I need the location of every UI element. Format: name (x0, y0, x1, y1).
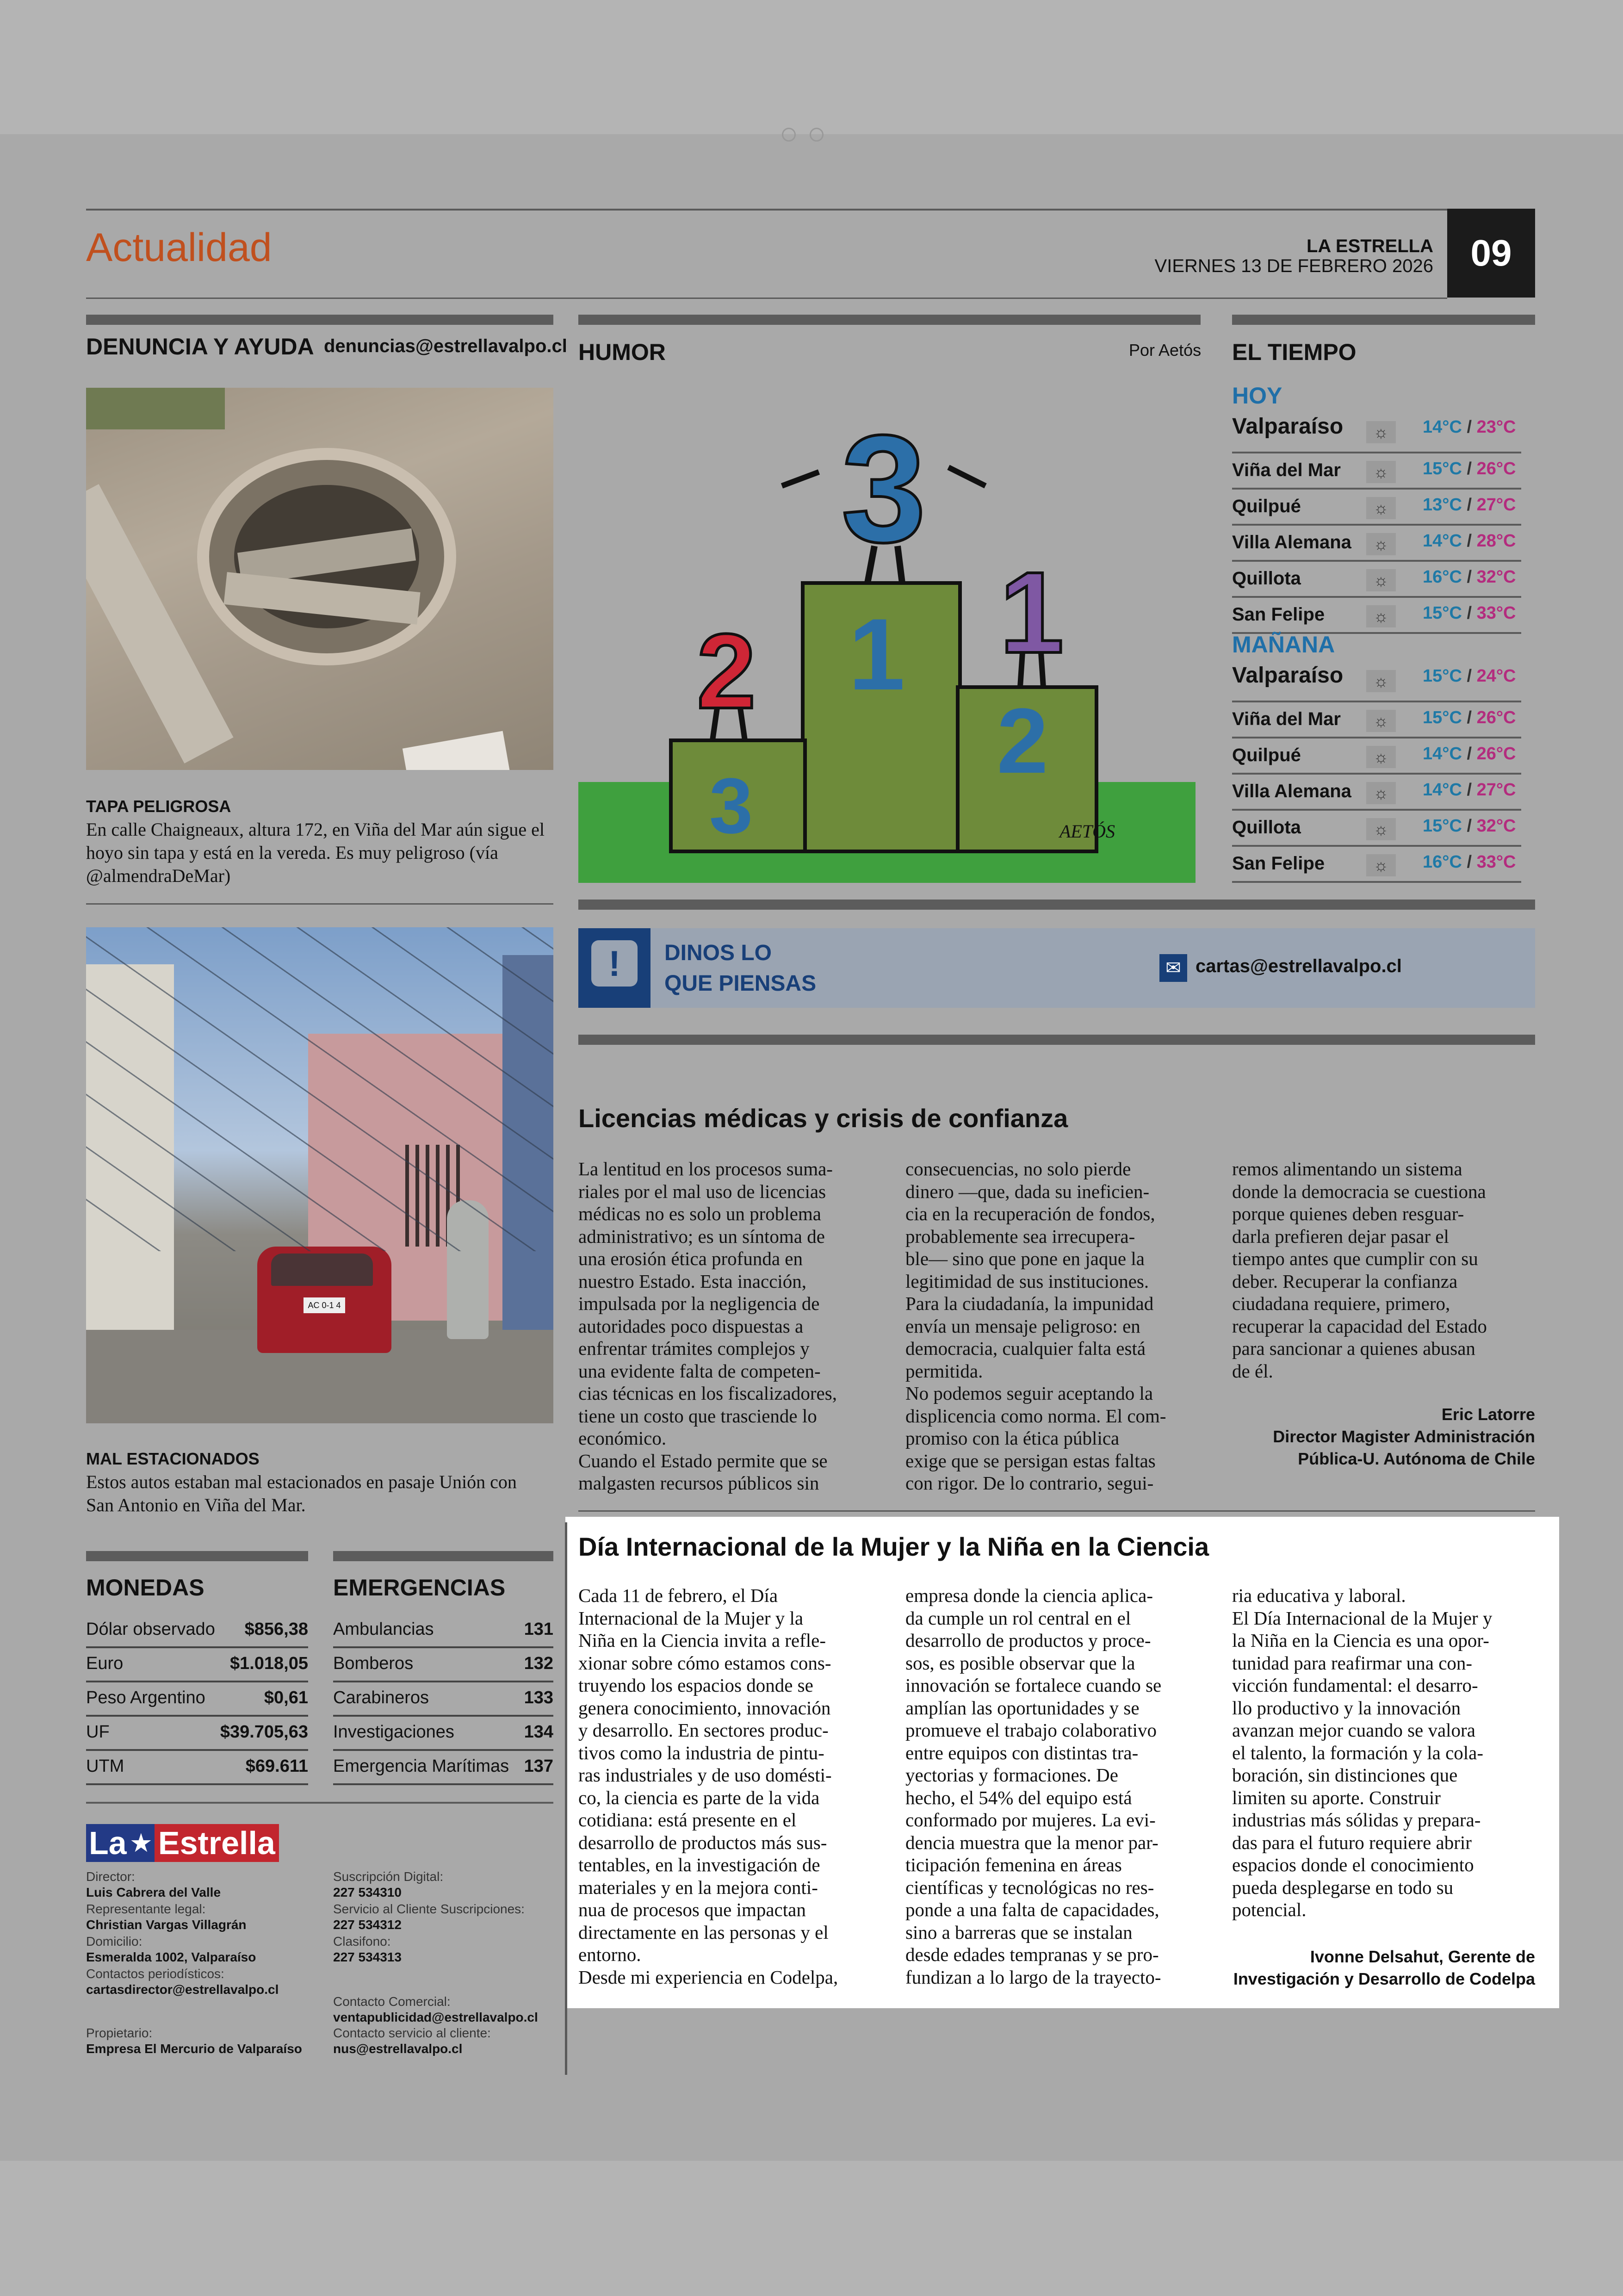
weather-city: Valparaíso (1232, 663, 1344, 688)
weather-row (1232, 738, 1521, 775)
weather-temp (1423, 780, 1516, 800)
moneda-value: $69.611 (245, 1756, 308, 1776)
emergencias-row (333, 1648, 553, 1682)
emergencia-value: 133 (524, 1688, 553, 1707)
denuncia-email[interactable]: denuncias@estrellavalpo.cl (324, 336, 567, 356)
letter2-author1: Ivonne Delsahut, Gerente de (1310, 1947, 1535, 1966)
contact-value[interactable]: cartasdirector@estrellavalpo.cl (86, 1982, 279, 1997)
manhole-photo (86, 388, 553, 770)
exclamation-glyph: ! (608, 943, 620, 984)
weather-temp (1423, 459, 1516, 479)
red-car-window (271, 1253, 373, 1286)
weather-temp (1423, 417, 1516, 437)
letters-divider (578, 1510, 1535, 1512)
weather-bar (1232, 315, 1535, 325)
emergencia-label: Ambulancias (333, 1620, 434, 1639)
weather-row (1232, 775, 1521, 811)
temp-min: 16°C (1423, 567, 1462, 587)
weather-row (1232, 847, 1521, 883)
weather-temp (1423, 495, 1516, 515)
item1-title: TAPA PELIGROSA (86, 797, 231, 816)
monedas-bar (86, 1551, 308, 1561)
power-lines (86, 927, 553, 1251)
humor-bar (578, 315, 1201, 325)
la-estrella-logo (86, 1824, 279, 1862)
item2-text: Estos autos estaban mal estacionados en pasaje Unión con San Antonio en Viña del Mar. (86, 1471, 517, 1515)
paper-name: LA ESTRELLA (1306, 236, 1433, 256)
sun-icon: ☼ (1366, 461, 1396, 483)
temp-max: 32°C (1476, 567, 1516, 587)
rep-name: Christian Vargas Villagrán (86, 1917, 247, 1932)
letter2-col2: empresa donde la ciencia aplica- da cumple un rol central en el desarrollo de productos y proce- sos, es posible observar que la innovación se fortalece cuando se amplían las oportunidades y se promueve el trabajo colaborativo entre equipos con distintas tra- yectorias y formaciones. De hecho, el 54% del equipo está conformado por mujeres. La evi- dencia muestra que la menor par- ticipación femenina en áreas científicas y tecnológicas no res- ponde a una falta de capacidades, sino a barreras que se instalan desde edades tempranas y se pro- fundizan a lo largo de la trayecto- (905, 1585, 1162, 1988)
temp-min: 14°C (1423, 531, 1462, 551)
weather-row (1232, 453, 1521, 490)
weather-row (1232, 490, 1521, 526)
humor-cartoon (578, 370, 1196, 883)
weather-temp (1423, 816, 1516, 836)
temp-max: 28°C (1476, 531, 1516, 551)
emergencias-title: EMERGENCIAS (333, 1575, 506, 1601)
denuncia-divider (86, 903, 553, 905)
letter1-role2: Pública-U. Autónoma de Chile (1298, 1449, 1535, 1468)
weather-row (1232, 702, 1521, 738)
weather-city: Viña del Mar (1232, 709, 1341, 729)
temp-slash: / (1462, 603, 1477, 623)
weather-temp (1423, 603, 1516, 623)
weather-temp (1423, 531, 1516, 551)
weather-city: Quilpué (1232, 745, 1301, 765)
letter2-title: Día Internacional de la Mujer y la Niña en la Ciencia (578, 1532, 1209, 1561)
emergencia-label: Emergencia Marítimas (333, 1756, 509, 1776)
logo-star-icon: ★ (130, 1824, 155, 1862)
monedas-row (86, 1717, 308, 1751)
clas-value: 227 534313 (333, 1950, 402, 1964)
temp-max: 32°C (1476, 816, 1516, 836)
letter2-col3: ria educativa y laboral. El Día Internacional de la Mujer y la Niña en la Ciencia es una opor- tunidad para reafirmar una con- vicción fundamental: el desarro- llo productivo y la innovación avanzan mejor cuando se valora el talento, la formación y la cola- boración, sin distinciones que limiten su aporte. Construir industrias más sólidas y prepara- das para el futuro requiere abrir espacios donde el conocimiento pueda desplegarse en todo su potencial. (1232, 1585, 1493, 1920)
temp-min: 15°C (1423, 603, 1462, 623)
vertical-rule (565, 1522, 567, 2075)
emergencia-value: 131 (524, 1620, 553, 1639)
letter1-author: Eric Latorre (1441, 1405, 1535, 1424)
weather-row (1232, 526, 1521, 562)
temp-max: 24°C (1476, 666, 1516, 686)
page-number (1447, 209, 1535, 298)
logo-la: La (86, 1824, 130, 1862)
emergencias-bar (333, 1551, 553, 1561)
temp-slash: / (1462, 417, 1477, 437)
dinos-banner (578, 928, 1535, 1008)
emergencia-label: Bomberos (333, 1654, 414, 1673)
sun-icon: ☼ (1366, 782, 1396, 804)
weather-row (1232, 598, 1521, 634)
moneda-label: Dólar observado (86, 1620, 215, 1639)
letter1-role1: Director Magister Administración (1273, 1427, 1535, 1446)
temp-slash: / (1462, 852, 1477, 872)
header-bottom-rule (86, 298, 1447, 299)
cli-label: Contacto servicio al cliente: (333, 2026, 491, 2040)
logo-estrella: Estrella (155, 1824, 279, 1862)
owner-value: Empresa El Mercurio de Valparaíso (86, 2042, 302, 2056)
item2-title: MAL ESTACIONADOS (86, 1449, 260, 1468)
temp-slash: / (1462, 816, 1477, 836)
sun-icon: ☼ (1366, 746, 1396, 768)
denuncia-bar (86, 315, 553, 325)
staff-divider (86, 1802, 553, 1804)
sun-icon: ☼ (1366, 710, 1396, 732)
grass-patch (86, 388, 225, 429)
sun-icon: ☼ (1366, 854, 1396, 876)
temp-min: 15°C (1423, 708, 1462, 727)
sun-icon: ☼ (1366, 605, 1396, 627)
cartoon-svg (578, 370, 1196, 883)
temp-max: 26°C (1476, 744, 1516, 763)
dom-value: Esmeralda 1002, Valparaíso (86, 1950, 256, 1964)
dinos-line2: QUE PIENSAS (664, 971, 817, 996)
contact-label: Contactos periodísticos: (86, 1967, 224, 1981)
temp-max: 33°C (1476, 852, 1516, 872)
speech-bubble-icon (591, 940, 638, 987)
moneda-label: UTM (86, 1756, 124, 1776)
moneda-label: UF (86, 1722, 110, 1742)
temp-max: 27°C (1476, 495, 1516, 515)
weather-row (1232, 811, 1521, 847)
character-one: 1 (999, 548, 1064, 677)
issue-date: VIERNES 13 DE FEBRERO 2026 (1154, 256, 1433, 276)
podium-number-3: 3 (709, 762, 753, 850)
letter1-col1: La lentitud en los procesos suma- riales por el mal uso de licencias médicas no es solo un problema administrativo; es un síntoma de una erosión ética profunda en nuestro Estado. Esta inacción, impulsada por la negligencia de autoridades poco dispuestas a enfrentar trámites complejos y una evidente falta de competen- cias técnicas en los fiscalizadores, tiene un costo que trasciende lo económico. Cuando el Estado permite que se malgasten recursos públicos sin (578, 1158, 837, 1494)
podium-number-2: 2 (997, 689, 1048, 793)
temp-min: 15°C (1423, 816, 1462, 836)
temp-slash: / (1462, 744, 1477, 763)
temp-max: 26°C (1476, 459, 1516, 478)
weather-city: Quillota (1232, 568, 1301, 589)
temp-slash: / (1462, 495, 1477, 515)
weather-row (1232, 562, 1521, 598)
nav-dots (782, 128, 842, 142)
letter1-col2: consecuencias, no solo pierde dinero —que, dada su ineficien- cia en la recuperación de fondos, probablemente sea irrecupera- ble— sino que pone en jaque la legitimidad de sus instituciones. Para la ciudadanía, la impunidad envía un mensaje peligroso: en democracia, cualquier falta está permitida. No podemos seguir aceptando la displicencia como norma. El com- promiso con la ética pública exige que se persigan estas faltas con rigor. De lo contrario, segui- (905, 1158, 1166, 1494)
weather-city: Quilpué (1232, 496, 1301, 516)
emergencia-label: Investigaciones (333, 1722, 454, 1742)
temp-min: 15°C (1423, 459, 1462, 478)
serv-value: 227 534312 (333, 1917, 402, 1932)
monedas-row (86, 1614, 308, 1648)
weather-city: Valparaíso (1232, 414, 1344, 439)
weather-temp (1423, 744, 1516, 764)
dom-label: Domicilio: (86, 1934, 142, 1948)
monedas-title: MONEDAS (86, 1575, 204, 1601)
moneda-value: $856,38 (244, 1620, 308, 1639)
dinos-icon-box (578, 928, 650, 1008)
cli-value[interactable]: nus@estrellavalpo.cl (333, 2042, 463, 2056)
moneda-value: $0,61 (264, 1688, 308, 1707)
moneda-label: Peso Argentino (86, 1688, 205, 1707)
serv-label: Servicio al Cliente Suscripciones: (333, 1902, 525, 1916)
weather-city: Quillota (1232, 817, 1301, 838)
temp-min: 14°C (1423, 417, 1462, 437)
temp-slash: / (1462, 708, 1477, 727)
temp-max: 33°C (1476, 603, 1516, 623)
moneda-value: $1.018,05 (229, 1654, 308, 1673)
emergencia-label: Carabineros (333, 1688, 429, 1707)
rep-label: Representante legal: (86, 1902, 206, 1916)
sub-value: 227 534310 (333, 1885, 402, 1899)
owner-label: Propietario: (86, 2026, 153, 2040)
letter2-author2: Investigación y Desarrollo de Codelpa (1233, 1969, 1535, 1988)
podium-number-1: 1 (848, 597, 905, 711)
weather-temp (1423, 708, 1516, 728)
com-label: Contacto Comercial: (333, 1994, 451, 2009)
sun-icon: ☼ (1366, 497, 1396, 519)
prev-page-icon[interactable] (782, 128, 796, 142)
dinos-email[interactable]: cartas@estrellavalpo.cl (1196, 956, 1402, 976)
emergencias-row (333, 1614, 553, 1648)
temp-min: 13°C (1423, 495, 1462, 515)
weather-tomorrow-label: MAÑANA (1232, 632, 1335, 658)
sun-icon: ☼ (1366, 421, 1396, 443)
next-page-icon[interactable] (810, 128, 824, 142)
paper-scrap (403, 731, 510, 770)
weather-row (1232, 411, 1521, 453)
sun-icon: ☼ (1366, 818, 1396, 840)
temp-max: 23°C (1476, 417, 1516, 437)
letter1-col3: remos alimentando un sistema donde la democracia se cuestiona porque quienes deben resguar- darla prefieren dejar pasar el tiempo antes que cumplir con su deber. Recuperar la confianza ciudadana requiere, primero, recuperar la capacidad del Estado para sancionar a quienes abusan de él. (1232, 1158, 1487, 1382)
humor-author: Por Aetós (1129, 341, 1202, 360)
weather-title: EL TIEMPO (1232, 339, 1357, 365)
com-value[interactable]: ventapublicidad@estrellavalpo.cl (333, 2010, 538, 2024)
monedas-row (86, 1751, 308, 1785)
weather-temp (1423, 567, 1516, 587)
street-photo (86, 927, 553, 1423)
temp-max: 27°C (1476, 780, 1516, 800)
temp-max: 26°C (1476, 708, 1516, 727)
weather-city: San Felipe (1232, 853, 1325, 874)
emergencias-row (333, 1717, 553, 1751)
moneda-value: $39.705,63 (220, 1722, 308, 1742)
weather-city: Viña del Mar (1232, 460, 1341, 480)
sun-icon: ☼ (1366, 533, 1396, 555)
monedas-row (86, 1682, 308, 1717)
temp-slash: / (1462, 567, 1477, 587)
header-top-rule (86, 209, 1447, 211)
emergencias-row (333, 1751, 553, 1785)
emergencia-value: 132 (524, 1654, 553, 1673)
weather-city: San Felipe (1232, 604, 1325, 625)
page-number-text: 09 (1470, 232, 1512, 273)
emergencia-value: 134 (524, 1722, 553, 1742)
monedas-row (86, 1648, 308, 1682)
sun-icon: ☼ (1366, 670, 1396, 692)
weather-today-label: HOY (1232, 383, 1282, 409)
weather-city: Villa Alemana (1232, 532, 1351, 552)
director-label: Director: (86, 1869, 135, 1884)
temp-slash: / (1462, 666, 1477, 686)
clas-label: Clasifono: (333, 1934, 391, 1948)
item1-text: En calle Chaigneaux, altura 172, en Viña del Mar aún sigue el hoyo sin tapa y está en la vereda. Es muy peligroso (vía @almendraDeMar) (86, 819, 545, 886)
temp-slash: / (1462, 531, 1477, 551)
car-plate: AC 0-1 4 (304, 1297, 345, 1313)
humor-title: HUMOR (578, 339, 666, 365)
temp-slash: / (1462, 780, 1477, 800)
mail-icon: ✉ (1159, 954, 1187, 982)
weather-city: Villa Alemana (1232, 781, 1351, 801)
temp-min: 14°C (1423, 744, 1462, 763)
temp-min: 15°C (1423, 666, 1462, 686)
emergencias-row (333, 1682, 553, 1717)
character-two: 2 (697, 612, 756, 731)
letter2-col1: Cada 11 de febrero, el Día Internacional de la Mujer y la Niña en la Ciencia invita a refle- xionar sobre cómo estamos cons- truyendo los espacios donde se genera conocimiento, innovación y desarrollo. En sectores produc- tivos como la industria de pintu- ras industriales y de uso domésti- co, la ciencia es parte de la vida cotidiana: está presente en el desarrollo de productos más sus- tentables, en la investigación de materiales y en la mejora conti- nua de procesos que impactan directamente en las personas y el entorno. Desde mi experiencia en Codelpa, (578, 1585, 838, 1988)
temp-slash: / (1462, 459, 1477, 478)
letter1-title: Licencias médicas y crisis de confianza (578, 1104, 1068, 1133)
sub-label: Suscripción Digital: (333, 1869, 444, 1884)
weather-row (1232, 660, 1521, 702)
dinos-line1: DINOS LO (664, 941, 772, 965)
moneda-label: Euro (86, 1654, 124, 1673)
dinos-top-bar (578, 900, 1535, 910)
dinos-bottom-bar (578, 1035, 1535, 1045)
section-title: Actualidad (86, 225, 272, 270)
weather-temp (1423, 852, 1516, 872)
weather-temp (1423, 666, 1516, 686)
cartoon-signature: AETÓS (1059, 821, 1115, 842)
temp-min: 16°C (1423, 852, 1462, 872)
temp-min: 14°C (1423, 780, 1462, 800)
emergencia-value: 137 (524, 1756, 553, 1776)
character-three: 3 (841, 403, 926, 574)
sun-icon: ☼ (1366, 569, 1396, 591)
director-name: Luis Cabrera del Valle (86, 1885, 221, 1899)
denuncia-title: DENUNCIA Y AYUDA (86, 334, 314, 360)
